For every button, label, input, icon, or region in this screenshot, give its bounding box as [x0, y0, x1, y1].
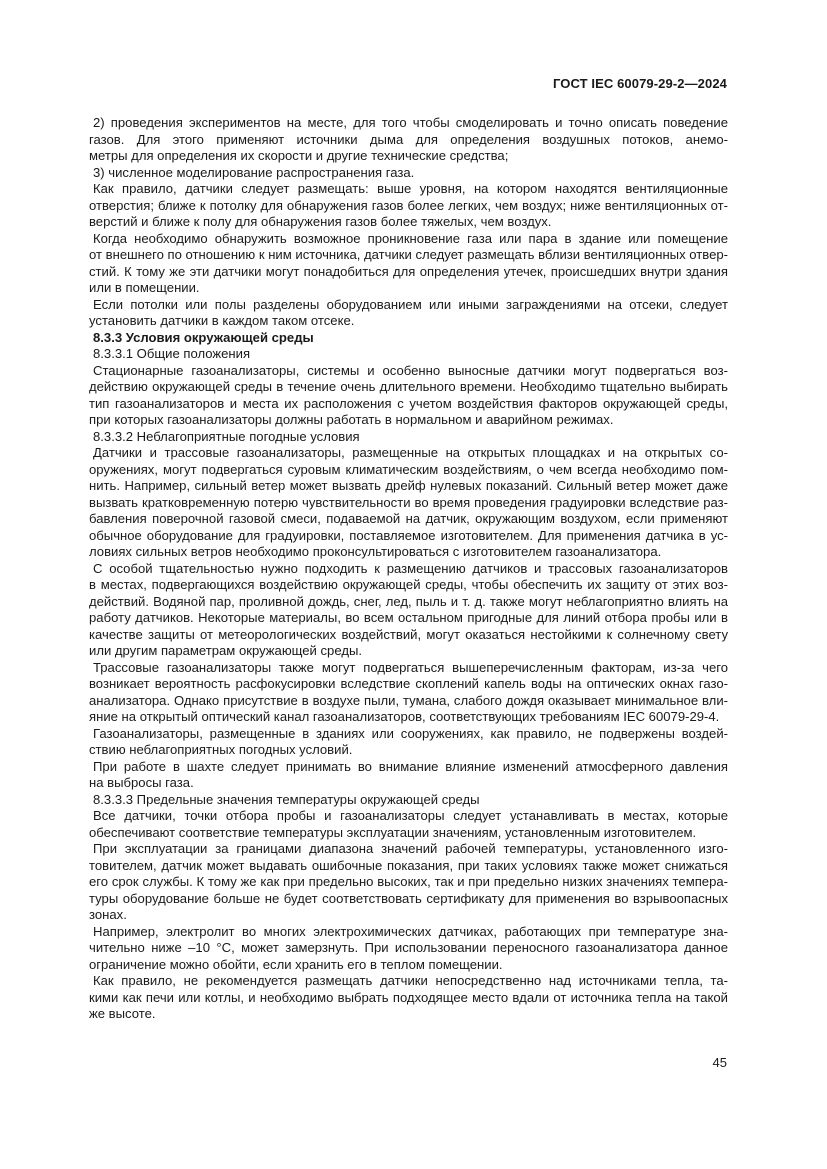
text-line: ограничение можно обойти, если хранить его в теплом помещении.	[89, 956, 503, 972]
text-line: Трассовые газоанализаторы также могут подвергаться вышеперечисленным факторам, из-за чего	[93, 659, 728, 675]
text-line: качестве защиты от метеорологических воздействий, могут оказаться нестойкими к солнечному свету	[89, 626, 728, 642]
paragraph	[89, 660, 728, 726]
text-line: на выбросы газа.	[89, 775, 194, 790]
text-line: обеспечивают соответствие температуры эксплуатации значениям, установленным изготовителем.	[89, 824, 697, 840]
text-line: его срок службы. К тому же как при предельно высоких, так и при предельно низких значениях темпера-	[89, 874, 728, 889]
text-line: зонах.	[89, 907, 127, 922]
text-line: Датчики и трассовые газоанализаторы, размещенные на открытых площадках и на открытых со-	[93, 445, 728, 460]
text-line: Как правило, не рекомендуется размещать датчики непосредственно над источниками тепла, та-	[93, 973, 728, 988]
paragraph	[89, 181, 728, 231]
paragraph	[89, 445, 728, 561]
paragraph	[89, 115, 728, 165]
text-line: установить датчики в каждом таком отсеке.	[89, 313, 355, 328]
text-line: Например, электролит во многих электрохимических датчиках, работающих при температуре зна-	[93, 923, 728, 939]
text-line: оружениях, могут подвергаться суровым климатическим воздействиям, о чем всегда необходимо пом-	[89, 461, 728, 477]
text-line: При работе в шахте следует принимать во внимание влияние изменений атмосферного давления	[93, 758, 728, 774]
text-line: при которых газоанализаторы должны работать в нормальном и аварийном режимах.	[89, 412, 614, 427]
text-line: метры для определения их скорости и другие технические средства;	[89, 148, 509, 163]
text-line: в местах, подвергающихся воздействию окружающей среды, чтобы обеспечить их защиту от этих воз-	[89, 577, 728, 592]
text-line: тип газоанализаторов и места их расположения с учетом воздействия факторов окружающей среды,	[89, 395, 728, 411]
text-line: Когда необходимо обнаружить возможное проникновение газа или пара в здание или помещение	[93, 230, 728, 246]
paragraph	[89, 297, 728, 330]
text-line: от внешнего по отношению к ним источника, датчики следует размещать вблизи вентиляционных отвер-	[89, 247, 728, 262]
text-line: газов. Для этого применяют источники дыма для определения воздушных потоков, анемо-	[89, 131, 728, 147]
text-line: При эксплуатации за границами диапазона значений рабочей температуры, установленного изго-	[93, 841, 728, 856]
text-line: Если потолки или полы разделены оборудованием или иными заграждениями на отсеки, следует	[93, 296, 728, 312]
paragraph	[89, 363, 728, 429]
text-line: работу датчиков. Некоторые материалы, во всем остальном пригодные для линий отбора пробы или в	[89, 610, 728, 625]
text-line: бавления поверочной газовой смеси, подаваемой на датчик, окружающим воздухом, если применяют	[89, 511, 728, 526]
text-line: Как правило, датчики следует размещать: выше уровня, на котором находятся вентиляционные	[93, 181, 728, 196]
text-line: действий. Водяной пар, проливной дождь, снег, лед, пыль и т. д. также могут неблагоприятно влиять на	[89, 593, 728, 609]
text-line: яние на открытый оптический канал газоанализаторов, соответствующих требованиям IEC 60079-29-4.	[89, 709, 720, 724]
paragraph	[89, 561, 728, 660]
text-line: чительно ниже –10 °С, может замерзнуть. При использовании переносного газоанализатора данное	[89, 940, 728, 955]
text-line: отверстия; ближе к потолку для обнаружения газов более легких, чем воздух; ниже вентиляционных от-	[89, 197, 728, 213]
text-line: или в помещении.	[89, 280, 200, 295]
document-body	[89, 115, 728, 1023]
paragraph	[89, 165, 728, 182]
page-number: 45	[712, 1055, 727, 1070]
text-line: или другим параметрам окружающей среды.	[89, 643, 363, 658]
paragraph	[89, 792, 728, 809]
text-line: анализатора. Однако присутствие в воздухе пыли, тумана, слабого дождя оказывает минимальное вли-	[89, 692, 728, 708]
text-line: обычное оборудование для градуировки, поставляемое изготовителем. Для применения датчика в ус-	[89, 527, 728, 543]
text-line: возникает вероятность расфокусировки вследствие скоплений капель воды на оптических окнах газо-	[89, 676, 728, 691]
text-line: 8.3.3.3 Предельные значения температуры окружающей среды	[93, 791, 480, 807]
text-line: нить. Например, сильный ветер может вызвать дрейф нулевых показаний. Сильный ветер может даже	[89, 478, 728, 493]
text-line: вызвать кратковременную потерю чувствительности во время проведения градуировки вследствие раз-	[89, 494, 728, 510]
text-line: ловиях сильных ветров необходимо проконсультироваться с изготовителем газоанализатора.	[89, 544, 662, 559]
paragraph	[89, 841, 728, 924]
paragraph	[89, 973, 728, 1023]
text-line: Стационарные газоанализаторы, системы и особенно выносные датчики могут подвергаться воз-	[93, 362, 728, 378]
text-line: стий. К тому же эти датчики могут понадобиться для определения утечек, происшедших внутри здания	[89, 263, 728, 279]
text-line: верстий и ближе к полу для обнаружения газов более тяжелых, чем воздух.	[89, 214, 552, 229]
text-line: товителем, датчик может выдавать ошибочные показания, при таких условиях также может снижаться	[89, 857, 728, 873]
document-header: ГОСТ IEC 60079-29-2—2024	[552, 76, 727, 91]
text-line: действию окружающей среды в течение очень длительного времени. Необходимо тщательно выбирать	[89, 379, 728, 394]
text-line: 8.3.3.1 Общие положения	[93, 346, 251, 361]
text-line: ствию неблагоприятных погодных условий.	[89, 742, 353, 757]
paragraph	[89, 808, 728, 841]
paragraph	[89, 231, 728, 297]
paragraph	[89, 924, 728, 974]
text-line: С особой тщательностью нужно подходить к размещению датчиков и трассовых газоанализаторов	[93, 560, 728, 576]
text-line: 8.3.3 Условия окружающей среды	[93, 329, 314, 345]
text-line: же высоте.	[89, 1006, 156, 1021]
text-line: 8.3.3.2 Неблагоприятные погодные условия	[93, 428, 360, 444]
text-line: Газоанализаторы, размещенные в зданиях или сооружениях, как правило, не подвержены воздей-	[93, 725, 728, 741]
paragraph	[89, 726, 728, 759]
text-line: 2) проведения экспериментов на месте, для того чтобы смоделировать и точно описать поведение	[93, 115, 728, 130]
text-line: 3) численное моделирование распространения газа.	[93, 164, 415, 180]
text-line: Все датчики, точки отбора пробы и газоанализаторы следует устанавливать в местах, которые	[93, 808, 728, 823]
section-heading	[89, 330, 728, 347]
text-line: туры оборудование больше не будет соответствовать сертификату для применения во взрывоопасных	[89, 890, 728, 906]
paragraph	[89, 346, 728, 363]
paragraph	[89, 759, 728, 792]
text-line: кими как печи или котлы, и необходимо выбрать подходящее место вдали от источника тепла на такой	[89, 989, 728, 1005]
paragraph	[89, 429, 728, 446]
